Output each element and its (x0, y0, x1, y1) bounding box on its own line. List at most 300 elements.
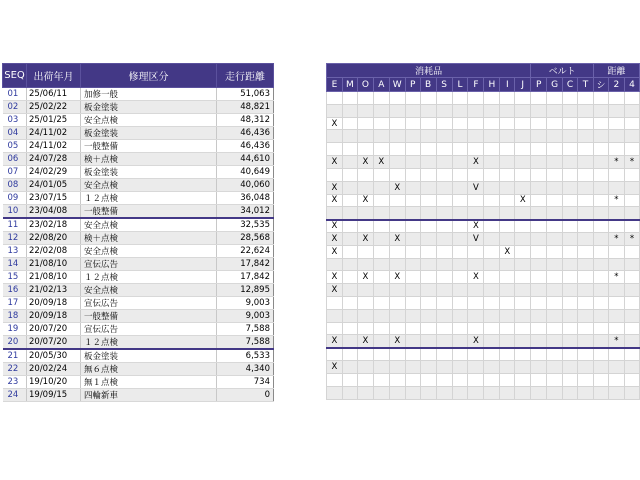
grid-cell (578, 168, 594, 181)
grid-cell (357, 258, 373, 271)
grid-row[interactable] (327, 245, 640, 258)
column-header: M (342, 78, 357, 92)
grid-row[interactable] (327, 104, 640, 117)
grid-cell (373, 309, 389, 322)
grid-cell (500, 194, 515, 207)
grid-cell (593, 104, 608, 117)
column-header: E (327, 78, 343, 92)
grid-cell (515, 245, 531, 258)
grid-cell (608, 258, 624, 271)
grid-cell (452, 220, 468, 233)
grid-cell (515, 104, 531, 117)
ship-date-cell: 22/08/20 (27, 232, 81, 245)
grid-cell (373, 245, 389, 258)
grid-cell (547, 322, 563, 335)
grid-cell (624, 348, 639, 361)
column-header: H (484, 78, 500, 92)
grid-cell (452, 245, 468, 258)
mileage-cell: 48,821 (217, 101, 274, 114)
grid-cell (342, 143, 357, 156)
grid-cell (342, 92, 357, 105)
grid-cell (373, 232, 389, 245)
grid-cell (373, 322, 389, 335)
grid-cell (357, 181, 373, 194)
parts-check-grid (326, 63, 640, 400)
grid-cell: X (357, 194, 373, 207)
grid-cell (593, 335, 608, 348)
grid-cell (624, 181, 639, 194)
grid-cell (484, 194, 500, 207)
grid-cell (500, 143, 515, 156)
table-row[interactable] (3, 245, 274, 258)
service-history-table (2, 63, 274, 402)
grid-cell: X (468, 220, 484, 233)
grid-row[interactable] (327, 348, 640, 361)
grid-cell (405, 361, 420, 374)
table-row[interactable] (3, 376, 274, 389)
repair-category-cell: 検＋点検 (81, 232, 217, 245)
grid-row[interactable] (327, 168, 640, 181)
grid-cell (405, 117, 420, 130)
grid-cell (515, 143, 531, 156)
grid-cell (420, 130, 436, 143)
grid-row[interactable] (327, 361, 640, 374)
ship-date-cell: 19/10/20 (27, 376, 81, 389)
grid-cell: X (357, 156, 373, 169)
mileage-cell: 48,312 (217, 114, 274, 127)
table-row[interactable] (3, 114, 274, 127)
grid-cell (436, 271, 452, 284)
grid-cell (608, 386, 624, 399)
grid-cell (436, 92, 452, 105)
grid-cell (608, 168, 624, 181)
ship-date-cell: 23/07/15 (27, 192, 81, 205)
seq-cell: 12 (3, 232, 27, 245)
grid-cell (547, 386, 563, 399)
grid-row[interactable] (327, 258, 640, 271)
grid-cell (389, 297, 405, 310)
grid-cell (608, 143, 624, 156)
grid-cell (327, 297, 343, 310)
mileage-cell: 9,003 (217, 297, 274, 310)
grid-cell (389, 361, 405, 374)
repair-category-cell: １２点検 (81, 271, 217, 284)
table-row[interactable] (3, 140, 274, 153)
grid-cell (563, 143, 578, 156)
grid-cell (484, 207, 500, 220)
table-row[interactable] (3, 310, 274, 323)
grid-cell (515, 220, 531, 233)
grid-cell (547, 258, 563, 271)
grid-cell (608, 207, 624, 220)
grid-cell (500, 207, 515, 220)
table-row[interactable] (3, 284, 274, 297)
repair-category-cell: 四輪新車 (81, 389, 217, 402)
ship-date-cell: 23/02/18 (27, 218, 81, 232)
grid-cell (342, 181, 357, 194)
grid-cell (563, 258, 578, 271)
grid-cell (593, 156, 608, 169)
grid-cell (389, 386, 405, 399)
grid-cell (531, 232, 547, 245)
column-header: F (468, 78, 484, 92)
grid-cell (500, 322, 515, 335)
grid-cell (608, 322, 624, 335)
grid-cell (563, 232, 578, 245)
grid-cell (357, 245, 373, 258)
grid-cell (547, 117, 563, 130)
grid-row[interactable] (327, 335, 640, 348)
grid-cell (515, 130, 531, 143)
grid-cell (468, 373, 484, 386)
grid-cell (593, 271, 608, 284)
grid-cell (547, 361, 563, 374)
grid-row[interactable] (327, 92, 640, 105)
grid-cell (563, 207, 578, 220)
table-row[interactable] (3, 389, 274, 402)
mileage-cell: 28,568 (217, 232, 274, 245)
grid-cell (436, 284, 452, 297)
grid-cell (405, 322, 420, 335)
table-row[interactable] (3, 323, 274, 336)
grid-cell (468, 168, 484, 181)
grid-cell (420, 181, 436, 194)
grid-cell (578, 143, 594, 156)
group-header: 距離 (593, 64, 639, 78)
grid-cell (593, 143, 608, 156)
grid-cell (468, 386, 484, 399)
grid-cell (547, 220, 563, 233)
grid-cell (608, 117, 624, 130)
repair-category-cell: 宣伝広告 (81, 258, 217, 271)
grid-cell (468, 258, 484, 271)
seq-cell: 08 (3, 179, 27, 192)
grid-cell (608, 130, 624, 143)
table-row[interactable] (3, 349, 274, 363)
mileage-cell: 7,588 (217, 323, 274, 336)
grid-cell (389, 117, 405, 130)
grid-cell (547, 143, 563, 156)
grid-cell (624, 207, 639, 220)
grid-cell (500, 335, 515, 348)
grid-cell (515, 361, 531, 374)
seq-cell: 19 (3, 323, 27, 336)
grid-cell (484, 309, 500, 322)
grid-cell (563, 130, 578, 143)
grid-cell (608, 297, 624, 310)
grid-cell: X (373, 156, 389, 169)
grid-cell (578, 156, 594, 169)
grid-row[interactable] (327, 130, 640, 143)
grid-cell (547, 130, 563, 143)
grid-cell: X (327, 117, 343, 130)
grid-row[interactable] (327, 232, 640, 245)
ship-date-cell: 21/02/13 (27, 284, 81, 297)
grid-cell (405, 297, 420, 310)
grid-cell (405, 181, 420, 194)
grid-cell (608, 309, 624, 322)
grid-cell (578, 207, 594, 220)
grid-cell (563, 220, 578, 233)
grid-cell (531, 348, 547, 361)
grid-cell (436, 220, 452, 233)
grid-cell (327, 168, 343, 181)
grid-cell (531, 117, 547, 130)
grid-cell (624, 168, 639, 181)
mileage-cell: 9,003 (217, 310, 274, 323)
grid-cell (357, 284, 373, 297)
column-header: B (420, 78, 436, 92)
header-seq: SEQ (3, 64, 27, 88)
grid-cell (452, 271, 468, 284)
table-row[interactable] (3, 336, 274, 350)
grid-row[interactable] (327, 386, 640, 399)
grid-cell (563, 361, 578, 374)
grid-row[interactable] (327, 194, 640, 207)
repair-category-cell: 板金塗装 (81, 127, 217, 140)
grid-cell (547, 156, 563, 169)
grid-cell (468, 207, 484, 220)
grid-cell (593, 297, 608, 310)
grid-cell (531, 386, 547, 399)
grid-cell (547, 245, 563, 258)
table-row[interactable] (3, 205, 274, 219)
table-row[interactable] (3, 166, 274, 179)
grid-cell (342, 207, 357, 220)
grid-cell: X (357, 335, 373, 348)
grid-row[interactable] (327, 271, 640, 284)
repair-category-cell: 宣伝広告 (81, 323, 217, 336)
grid-cell (389, 348, 405, 361)
grid-cell (468, 284, 484, 297)
grid-cell (342, 284, 357, 297)
repair-category-cell: 無１点検 (81, 376, 217, 389)
grid-cell (578, 322, 594, 335)
repair-category-cell: 無６点検 (81, 363, 217, 376)
grid-cell (484, 130, 500, 143)
grid-cell (357, 361, 373, 374)
grid-cell (405, 348, 420, 361)
table-row[interactable] (3, 88, 274, 101)
grid-cell (563, 181, 578, 194)
grid-row[interactable] (327, 284, 640, 297)
grid-cell (389, 143, 405, 156)
grid-cell (373, 258, 389, 271)
ship-date-cell: 24/02/29 (27, 166, 81, 179)
seq-cell: 13 (3, 245, 27, 258)
grid-cell (531, 297, 547, 310)
grid-cell (531, 335, 547, 348)
grid-cell (405, 232, 420, 245)
grid-cell (405, 92, 420, 105)
table-row[interactable] (3, 271, 274, 284)
repair-category-cell: 一般整備 (81, 205, 217, 219)
grid-cell (357, 220, 373, 233)
grid-cell (436, 207, 452, 220)
column-header: J (515, 78, 531, 92)
mileage-cell: 44,610 (217, 153, 274, 166)
column-header: O (357, 78, 373, 92)
table-row[interactable] (3, 192, 274, 205)
grid-cell (563, 284, 578, 297)
grid-cell (563, 245, 578, 258)
group-header-row (327, 64, 640, 78)
grid-cell (547, 309, 563, 322)
grid-cell (468, 92, 484, 105)
mileage-cell: 32,535 (217, 218, 274, 232)
grid-cell (452, 348, 468, 361)
table-row[interactable] (3, 101, 274, 114)
column-header: G (547, 78, 563, 92)
grid-cell (436, 156, 452, 169)
grid-cell: X (500, 245, 515, 258)
table-row[interactable] (3, 258, 274, 271)
grid-cell (357, 104, 373, 117)
column-header: T (578, 78, 594, 92)
grid-cell (500, 309, 515, 322)
ship-date-cell: 20/09/18 (27, 297, 81, 310)
repair-category-cell: 板金塗装 (81, 101, 217, 114)
grid-cell (468, 194, 484, 207)
table-row[interactable] (3, 127, 274, 140)
mileage-cell: 12,895 (217, 284, 274, 297)
mileage-cell: 46,436 (217, 127, 274, 140)
grid-cell (593, 348, 608, 361)
grid-cell (547, 348, 563, 361)
grid-cell (327, 143, 343, 156)
grid-cell (389, 104, 405, 117)
grid-cell (593, 117, 608, 130)
mileage-cell: 36,048 (217, 192, 274, 205)
grid-cell (547, 271, 563, 284)
grid-cell (405, 373, 420, 386)
grid-cell (593, 373, 608, 386)
column-header: A (373, 78, 389, 92)
grid-cell (436, 232, 452, 245)
grid-cell: X (515, 194, 531, 207)
grid-cell (500, 361, 515, 374)
grid-cell: X (357, 232, 373, 245)
grid-row[interactable] (327, 309, 640, 322)
mileage-cell: 40,649 (217, 166, 274, 179)
column-header-row (327, 78, 640, 92)
grid-cell (624, 194, 639, 207)
grid-cell (578, 373, 594, 386)
grid-cell (608, 361, 624, 374)
grid-row[interactable] (327, 181, 640, 194)
grid-row[interactable] (327, 297, 640, 310)
grid-cell (373, 104, 389, 117)
seq-cell: 02 (3, 101, 27, 114)
grid-cell (563, 386, 578, 399)
table-row[interactable] (3, 297, 274, 310)
grid-cell (484, 92, 500, 105)
grid-cell (500, 271, 515, 284)
grid-cell (468, 130, 484, 143)
grid-cell (484, 258, 500, 271)
seq-cell: 10 (3, 205, 27, 219)
seq-cell: 22 (3, 363, 27, 376)
ship-date-cell: 25/02/22 (27, 101, 81, 114)
grid-cell (452, 361, 468, 374)
grid-cell (500, 181, 515, 194)
table-row[interactable] (3, 232, 274, 245)
grid-cell (342, 156, 357, 169)
ship-date-cell: 24/11/02 (27, 140, 81, 153)
grid-cell (436, 168, 452, 181)
header-ship-date: 出荷年月 (27, 64, 81, 88)
grid-row[interactable] (327, 117, 640, 130)
grid-cell (484, 143, 500, 156)
grid-cell (593, 361, 608, 374)
grid-cell (389, 373, 405, 386)
grid-cell (547, 207, 563, 220)
grid-cell (578, 220, 594, 233)
grid-cell (500, 348, 515, 361)
grid-cell (500, 130, 515, 143)
grid-cell (500, 284, 515, 297)
grid-cell (515, 271, 531, 284)
grid-cell (563, 335, 578, 348)
grid-cell (436, 258, 452, 271)
grid-cell (515, 117, 531, 130)
grid-cell (593, 181, 608, 194)
grid-cell (468, 322, 484, 335)
grid-cell: X (389, 335, 405, 348)
table-row[interactable] (3, 153, 274, 166)
mileage-cell: 734 (217, 376, 274, 389)
grid-row[interactable] (327, 207, 640, 220)
column-header: W (389, 78, 405, 92)
grid-row[interactable] (327, 220, 640, 233)
grid-cell (624, 220, 639, 233)
ship-date-cell: 20/05/30 (27, 349, 81, 363)
grid-cell (342, 271, 357, 284)
grid-row[interactable] (327, 322, 640, 335)
grid-row[interactable] (327, 373, 640, 386)
grid-cell (342, 168, 357, 181)
ship-date-cell: 19/09/15 (27, 389, 81, 402)
grid-row[interactable] (327, 156, 640, 169)
grid-cell (373, 130, 389, 143)
grid-cell (405, 335, 420, 348)
ship-date-cell: 24/11/02 (27, 127, 81, 140)
grid-cell (342, 258, 357, 271)
grid-cell (357, 322, 373, 335)
repair-category-cell: 宣伝広告 (81, 297, 217, 310)
grid-cell (373, 284, 389, 297)
mileage-cell: 0 (217, 389, 274, 402)
grid-cell (531, 271, 547, 284)
grid-row[interactable] (327, 143, 640, 156)
grid-cell (342, 348, 357, 361)
grid-cell (578, 232, 594, 245)
grid-cell: X (389, 271, 405, 284)
grid-cell (547, 335, 563, 348)
grid-cell (531, 322, 547, 335)
column-header: L (452, 78, 468, 92)
grid-cell (593, 232, 608, 245)
grid-cell (608, 373, 624, 386)
grid-cell (327, 386, 343, 399)
grid-cell (500, 258, 515, 271)
table-row[interactable] (3, 179, 274, 192)
grid-cell (484, 373, 500, 386)
table-row[interactable] (3, 363, 274, 376)
grid-cell (452, 207, 468, 220)
table-row[interactable] (3, 218, 274, 232)
grid-cell (420, 386, 436, 399)
